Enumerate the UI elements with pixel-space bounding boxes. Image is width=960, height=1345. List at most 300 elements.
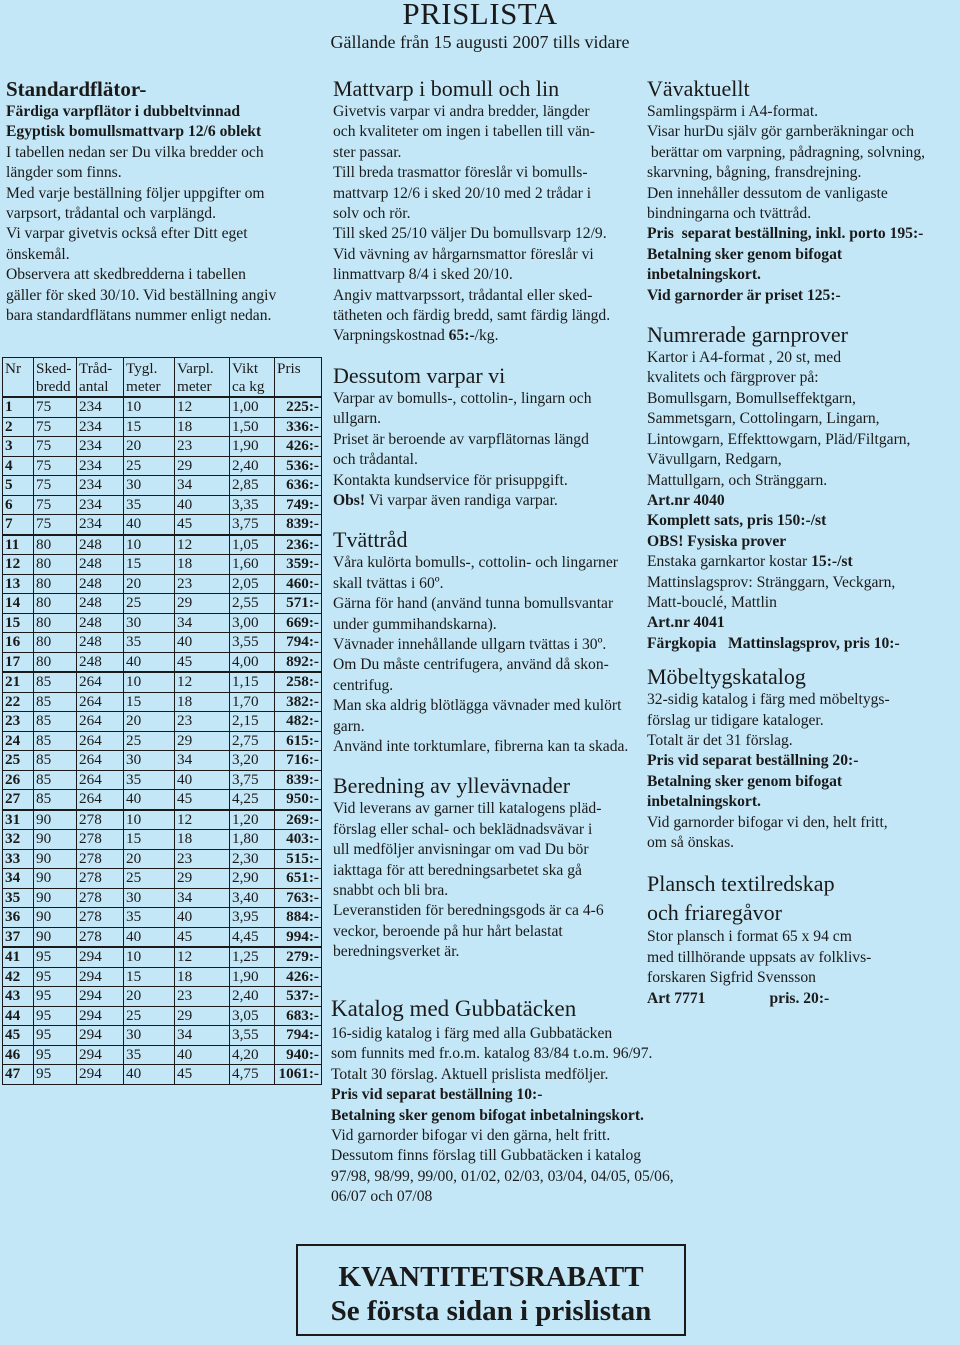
cell-tygl-meter: 15 [124,417,175,437]
cell-skedbredd: 90 [34,888,77,908]
standardflator-line: I tabellen nedan ser Du vilka bredder och [6,143,264,161]
standardflator-line: bara standardflätans nummer enligt nedan. [6,307,272,325]
cell-tygl-meter: 25 [124,731,175,751]
table-row [3,633,322,653]
cell-tygl-meter: 30 [124,1026,175,1046]
cell-vikt: 1,05 [230,535,275,555]
cell-skedbredd: 85 [34,712,77,732]
dessutom-line: och trådantal. [333,451,418,469]
cell-nr: 1 [3,397,34,417]
cell-tygl-meter: 10 [124,397,175,417]
cell-vikt: 3,75 [230,770,275,790]
cell-pris: 482:- [275,712,322,732]
cell-vikt: 1,20 [230,810,275,830]
table-row [3,790,322,810]
cell-nr: 4 [3,456,34,476]
cell-nr: 36 [3,908,34,928]
cell-nr: 25 [3,751,34,771]
mobeltyg-payment: Betalning sker genom bifogat [647,772,843,790]
vavaktuellt-line: berättar om varpning, pådragning, solvning, [647,143,926,161]
mattvarp-line: Givetvis varpar vi andra bredder, längder [333,103,590,120]
beredning-line: iakttaga för att beredningsarbetet ska gå [333,861,582,879]
page-title: PRISLISTA [402,0,558,31]
cell-vikt: 2,30 [230,849,275,869]
cell-varpl-meter: 34 [175,613,230,633]
standardflator-line: Med varje beställning följer uppgifter om [6,184,265,202]
cell-vikt: 3,35 [230,495,275,515]
cell-tygl-meter: 15 [124,692,175,712]
cell-tygl-meter: 20 [124,712,175,732]
cell-tygl-meter: 30 [124,888,175,908]
table-row [3,672,322,692]
cell-tradantal: 294 [77,1065,124,1085]
cell-tygl-meter: 25 [124,456,175,476]
cell-vikt: 1,90 [230,967,275,987]
cell-varpl-meter: 23 [175,849,230,869]
cell-skedbredd: 80 [34,633,77,653]
cell-vikt: 3,05 [230,1006,275,1026]
mattvarp-line: Angiv mattvarpssort, trådantal eller sked- [333,286,593,304]
cell-vikt: 2,90 [230,869,275,889]
plansch-heading: Plansch textilredskap [647,871,835,897]
cell-nr: 47 [3,1065,34,1085]
cell-varpl-meter: 29 [175,456,230,476]
cell-tradantal: 234 [77,515,124,535]
tvattrad-line: skall tvättas i 60º. [333,574,444,592]
standardflator-line: Observera att skedbredderna i tabellen [6,266,246,284]
cell-skedbredd: 95 [34,947,77,967]
cell-tradantal: 248 [77,555,124,575]
cell-pris: 940:- [275,1045,322,1065]
numrerade-obs: OBS! Fysiska prover [647,532,787,550]
cell-pris: 839:- [275,770,322,790]
cell-vikt: 3,40 [230,888,275,908]
tvattrad-line: Man ska aldrig blötlägga vävnader med kulört [333,697,622,715]
price-table-body [3,397,322,1084]
cell-vikt: 1,50 [230,417,275,437]
mobeltyg-payment: inbetalningskort. [647,793,761,811]
cell-tradantal: 264 [77,751,124,771]
table-row [3,692,322,712]
col-header-tradantal: Tråd- antal [77,358,124,398]
standardflator-bold-1: Färdiga varpflätor i dubbeltvinnad [6,103,241,120]
vavaktuellt-payment: inbetalningskort. [647,266,761,284]
cell-pris: 426:- [275,437,322,457]
table-row [3,751,322,771]
cell-tradantal: 278 [77,927,124,947]
cell-pris: 382:- [275,692,322,712]
cell-varpl-meter: 18 [175,417,230,437]
cell-varpl-meter: 12 [175,672,230,692]
numrerade-line: Bomullsgarn, Bomullseffektgarn, [647,389,856,407]
tvattrad-heading: Tvättråd [333,527,408,553]
table-row [3,947,322,967]
table-row [3,731,322,751]
cell-tygl-meter: 10 [124,672,175,692]
cell-nr: 45 [3,1026,34,1046]
cell-pris: 716:- [275,751,322,771]
mattvarp-line: Vid vävning av hårgarnsmattor föreslår vi [333,245,594,263]
cell-tradantal: 264 [77,692,124,712]
cell-pris: 636:- [275,476,322,496]
cell-tradantal: 264 [77,790,124,810]
numrerade-line: kvalitets och färgprover på: [647,369,819,387]
cell-skedbredd: 90 [34,810,77,830]
cell-tradantal: 234 [77,417,124,437]
dessutom-line: Varpar av bomulls-, cottolin-, lingarn och [333,389,592,407]
cell-tygl-meter: 20 [124,437,175,457]
plansch-art: Art 7771 pris. 20:- [647,989,830,1007]
col-header-skedbredd: Sked- bredd [34,358,77,398]
cell-varpl-meter: 45 [175,515,230,535]
mattvarp-heading: Mattvarp i bomull och lin [333,76,560,101]
katalog-heading: Katalog med Gubbatäcken [331,996,577,1021]
mattvarp-line: tätheten och färdig bredd, samt färdig längd. [333,307,611,325]
cell-tradantal: 234 [77,476,124,496]
cell-vikt: 3,55 [230,1026,275,1046]
cell-tygl-meter: 10 [124,810,175,830]
numrerade-line: Vävullgarn, Redgarn, [647,451,782,469]
cell-varpl-meter: 18 [175,555,230,575]
vavaktuellt-garnorder: Vid garnorder är priset 125:- [647,286,841,304]
cell-pris: 403:- [275,830,322,850]
table-row [3,652,322,672]
cell-skedbredd: 90 [34,908,77,928]
cell-vikt: 3,00 [230,613,275,633]
vavaktuellt-price: Pris separat beställning, inkl. porto 195:- [647,225,924,243]
mattvarp-line: och kvaliteter om ingen i tabellen till vän- [333,123,595,141]
cell-varpl-meter: 40 [175,1045,230,1065]
cell-tradantal: 248 [77,633,124,653]
cell-tradantal: 294 [77,947,124,967]
cell-skedbredd: 95 [34,967,77,987]
cell-varpl-meter: 23 [175,712,230,732]
cell-tradantal: 264 [77,770,124,790]
cell-pris: 336:- [275,417,322,437]
table-row [3,830,322,850]
cell-tygl-meter: 20 [124,574,175,594]
numrerade-artnr: Art.nr 4040 [647,491,725,509]
cell-pris: 571:- [275,594,322,614]
cell-tradantal: 294 [77,1026,124,1046]
cell-skedbredd: 80 [34,652,77,672]
cell-nr: 21 [3,672,34,692]
cell-skedbredd: 85 [34,672,77,692]
cell-vikt: 4,25 [230,790,275,810]
table-row [3,1045,322,1065]
table-row [3,397,322,417]
table-row [3,417,322,437]
varpningskostnad: Varpningskostnad 65:-/kg. [333,327,499,345]
cell-nr: 44 [3,1006,34,1026]
table-row [3,555,322,575]
cell-vikt: 4,20 [230,1045,275,1065]
cell-vikt: 3,20 [230,751,275,771]
cell-nr: 3 [3,437,34,457]
katalog-line: som funnits med fr.o.m. katalog 83/84 t.o.m. 96/97. [331,1045,653,1063]
cell-nr: 12 [3,555,34,575]
cell-nr: 34 [3,869,34,889]
cell-varpl-meter: 34 [175,1026,230,1046]
mobeltyg-heading: Möbeltygskatalog [647,664,806,690]
beredning-heading: Beredning av yllevävnader [333,773,571,799]
cell-nr: 26 [3,770,34,790]
cell-varpl-meter: 45 [175,927,230,947]
cell-varpl-meter: 40 [175,908,230,928]
cell-nr: 41 [3,947,34,967]
col-header-tygl-meter: Tygl. meter [124,358,175,398]
mattvarp-line: mattvarp 12/6 i sked 20/10 med 2 trådar i [333,184,592,202]
cell-vikt: 4,75 [230,1065,275,1085]
cell-skedbredd: 75 [34,476,77,496]
col-header-varpl-meter: Varpl. meter [175,358,230,398]
vavaktuellt-heading: Vävaktuellt [647,76,750,101]
cell-pris: 615:- [275,731,322,751]
vavaktuellt-payment: Betalning sker genom bifogat [647,245,843,263]
dessutom-obs: Obs! Vi varpar även randiga varpar. [333,491,558,509]
cell-vikt: 1,80 [230,830,275,850]
cell-tygl-meter: 10 [124,947,175,967]
plansch-line: Stor plansch i format 65 x 94 cm [647,928,852,946]
cell-nr: 2 [3,417,34,437]
tvattrad-line: centrifug. [333,676,394,694]
numrerade-line: Matt-bouclé, Mattlin [647,593,777,611]
cell-skedbredd: 90 [34,830,77,850]
vavaktuellt-line: Visar hurDu själv gör garnberäkningar och [647,123,915,141]
cell-varpl-meter: 23 [175,437,230,457]
katalog-line: 06/07 och 07/08 [331,1188,433,1206]
cell-skedbredd: 85 [34,731,77,751]
cell-pris: 1061:- [275,1065,322,1085]
cell-vikt: 2,75 [230,731,275,751]
table-row [3,613,322,633]
vavaktuellt-line: skarvning, bågning, fransdrejning. [647,164,862,182]
cell-tradantal: 248 [77,652,124,672]
cell-skedbredd: 75 [34,515,77,535]
cell-tradantal: 278 [77,830,124,850]
cell-nr: 17 [3,652,34,672]
cell-pris: 537:- [275,987,322,1007]
cell-skedbredd: 80 [34,574,77,594]
katalog-line: 97/98, 98/99, 99/00, 01/02, 02/03, 03/04, 04/05, 05/06, [331,1167,674,1185]
cell-pris: 651:- [275,869,322,889]
cell-nr: 7 [3,515,34,535]
table-row [3,967,322,987]
cell-tradantal: 264 [77,712,124,732]
cell-tradantal: 278 [77,849,124,869]
cell-varpl-meter: 18 [175,967,230,987]
cell-pris: 460:- [275,574,322,594]
numrerade-line: Kartor i A4-format , 20 st, med [647,349,842,367]
cell-tygl-meter: 25 [124,869,175,889]
cell-skedbredd: 95 [34,1065,77,1085]
cell-varpl-meter: 12 [175,397,230,417]
cell-vikt: 2,55 [230,594,275,614]
beredning-line: Vid leverans av garner till katalogens pläd- [333,800,602,818]
cell-varpl-meter: 29 [175,731,230,751]
table-row [3,476,322,496]
cell-pris: 279:- [275,947,322,967]
table-row [3,770,322,790]
cell-varpl-meter: 12 [175,810,230,830]
beredning-line: snabbt och bli bra. [333,882,449,899]
cell-skedbredd: 85 [34,790,77,810]
cell-vikt: 1,15 [230,672,275,692]
cell-skedbredd: 75 [34,495,77,515]
plansch-line: forskaren Sigfrid Svensson [647,969,816,987]
cell-skedbredd: 75 [34,456,77,476]
cell-pris: 839:- [275,515,322,535]
tvattrad-line: Vävnader innehållande ullgarn tvättas i 30º. [333,635,607,653]
cell-vikt: 1,00 [230,397,275,417]
cell-tradantal: 264 [77,672,124,692]
col-header-pris: Pris [275,358,322,398]
table-row [3,712,322,732]
standardflator-heading: Standardflätor- [6,77,147,101]
numrerade-line: Mattullgarn, och Stränggarn. [647,471,828,489]
beredning-line: Leveranstiden för beredningsgods är ca 4-6 [333,902,604,920]
katalog-line: Dessutom finns förslag till Gubbatäcken i katalog [331,1147,642,1165]
katalog-line: Vid garnorder bifogar vi den gärna, helt fritt. [331,1127,611,1145]
cell-tygl-meter: 25 [124,594,175,614]
cell-nr: 33 [3,849,34,869]
cell-skedbredd: 80 [34,535,77,555]
cell-tygl-meter: 20 [124,849,175,869]
cell-tradantal: 294 [77,1006,124,1026]
vavaktuellt-line: Den innehåller dessutom de vanligaste [647,184,888,202]
numrerade-enstaka: Enstaka garnkartor kostar 15:-/st [647,553,853,571]
table-row [3,987,322,1007]
cell-skedbredd: 90 [34,869,77,889]
cell-tradantal: 234 [77,456,124,476]
tvattrad-line: Våra kulörta bomulls-, cottolin- och lingarner [333,554,618,572]
cell-vikt: 2,85 [230,476,275,496]
cell-varpl-meter: 29 [175,1006,230,1026]
cell-pris: 683:- [275,1006,322,1026]
cell-skedbredd: 90 [34,849,77,869]
cell-vikt: 4,00 [230,652,275,672]
standardflator-line: Vi varpar givetvis också efter Ditt eget [6,225,248,243]
tvattrad-line: Använd inte torktumlare, fibrerna kan ta skada. [333,737,629,755]
cell-vikt: 2,15 [230,712,275,732]
cell-varpl-meter: 23 [175,987,230,1007]
standardflator-line: önskemål. [6,245,70,263]
cell-pris: 994:- [275,927,322,947]
cell-tygl-meter: 40 [124,927,175,947]
table-row [3,888,322,908]
cell-pris: 794:- [275,633,322,653]
table-row [3,495,322,515]
cell-nr: 13 [3,574,34,594]
mattvarp-line: ster passar. [333,143,402,161]
dessutom-line: Kontakta kundservice för prisuppgift. [333,471,568,489]
right-column [647,76,959,1009]
cell-vikt: 2,05 [230,574,275,594]
cell-varpl-meter: 12 [175,535,230,555]
cell-vikt: 1,25 [230,947,275,967]
katalog-section [331,994,711,1208]
cell-tradantal: 234 [77,437,124,457]
cell-varpl-meter: 18 [175,692,230,712]
mattvarp-line: linmattvarp 8/4 i sked 20/10. [333,266,513,284]
cell-nr: 32 [3,830,34,850]
cell-varpl-meter: 45 [175,652,230,672]
cell-tradantal: 294 [77,1045,124,1065]
kvantitetsrabatt-box [296,1244,686,1336]
cell-skedbredd: 95 [34,1026,77,1046]
beredning-line: ull medföljer anvisningar om vad Du bör [333,841,589,859]
mobeltyg-line: förslag ur tidigare kataloger. [647,711,824,729]
table-row [3,869,322,889]
cell-tygl-meter: 35 [124,633,175,653]
tvattrad-line: garn. [333,717,365,735]
cell-tygl-meter: 20 [124,987,175,1007]
standardflator-bold-2: Egyptisk bomullsmattvarp 12/6 oblekt [6,123,262,141]
cell-varpl-meter: 34 [175,751,230,771]
cell-tygl-meter: 35 [124,495,175,515]
middle-column [333,76,643,963]
cell-varpl-meter: 40 [175,495,230,515]
katalog-line: 16-sidig katalog i färg med alla Gubbatäcken [331,1025,613,1042]
cell-skedbredd: 95 [34,1045,77,1065]
cell-skedbredd: 95 [34,1006,77,1026]
cell-vikt: 2,40 [230,456,275,476]
mobeltyg-line: 32-sidig katalog i färg med möbeltygs- [647,691,890,709]
cell-tygl-meter: 15 [124,830,175,850]
cell-nr: 5 [3,476,34,496]
col-header-vikt: Vikt ca kg [230,358,275,398]
cell-tradantal: 248 [77,594,124,614]
cell-pris: 950:- [275,790,322,810]
cell-vikt: 3,55 [230,633,275,653]
numrerade-komplett: Komplett sats, pris 150:-/st [647,512,827,530]
mobeltyg-line: Vid garnorder bifogar vi den, helt fritt, [647,813,888,831]
dessutom-line: ullgarn. [333,410,382,428]
plansch-heading-2: och friaregåvor [647,900,782,926]
table-row [3,456,322,476]
cell-varpl-meter: 34 [175,476,230,496]
cell-pris: 225:- [275,397,322,417]
cell-tygl-meter: 15 [124,555,175,575]
cell-skedbredd: 75 [34,397,77,417]
cell-pris: 515:- [275,849,322,869]
table-row [3,927,322,947]
cell-tradantal: 234 [77,397,124,417]
numrerade-line: Sammetsgarn, Cottolingarn, Lingarn, [647,410,880,428]
cell-skedbredd: 80 [34,613,77,633]
cell-pris: 426:- [275,967,322,987]
kvantitetsrabatt-subtitle: Se första sidan i prislistan [330,1295,652,1327]
katalog-line: Totalt 30 förslag. Aktuell prislista medföljer. [331,1065,609,1083]
katalog-payment: Betalning sker genom bifogat inbetalningskort. [331,1106,644,1124]
table-row [3,594,322,614]
table-row [3,574,322,594]
cell-pris: 236:- [275,535,322,555]
cell-nr: 31 [3,810,34,830]
cell-pris: 763:- [275,888,322,908]
table-row [3,1065,322,1085]
cell-tygl-meter: 30 [124,613,175,633]
cell-pris: 359:- [275,555,322,575]
numrerade-heading: Numrerade garnprover [647,322,848,348]
beredning-line: förslag eller schal- och beklädnadsvävar i [333,820,593,838]
cell-tradantal: 278 [77,869,124,889]
numrerade-line: Mattinslagsprov: Stränggarn, Veckgarn, [647,573,896,591]
cell-tradantal: 248 [77,535,124,555]
table-row [3,515,322,535]
numrerade-artnr-2: Art.nr 4041 [647,614,725,632]
beredning-line: veckor, beroende på hur hårt belastat [333,922,563,940]
